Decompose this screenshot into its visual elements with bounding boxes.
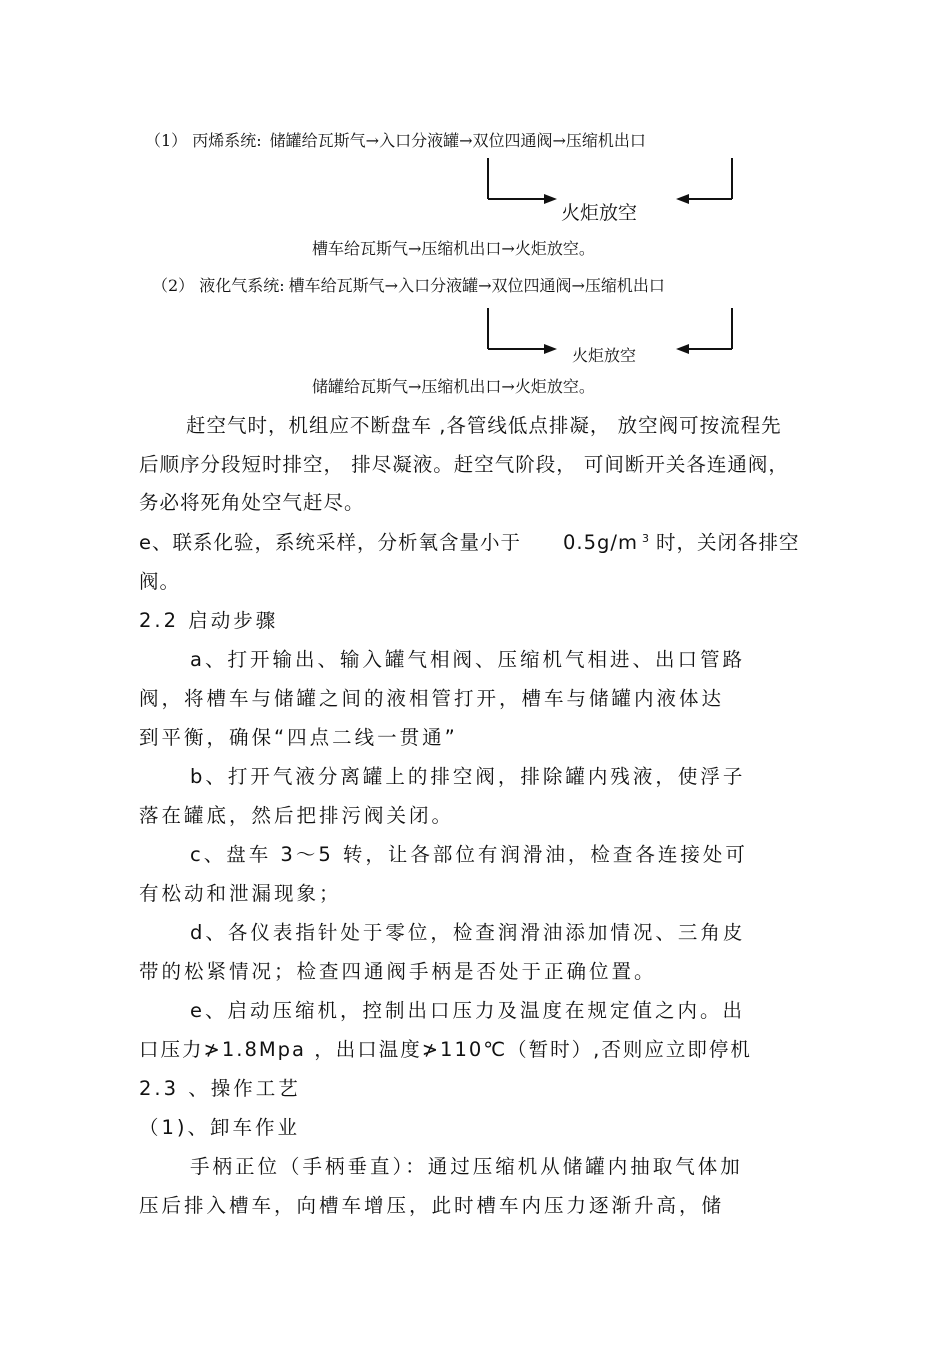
unload-title: （1)、卸车作业: [139, 1116, 301, 1139]
unload-line-1: 手柄正位（手柄垂直）：通过压缩机从储罐内抽取气体加: [190, 1155, 743, 1178]
flow-1-path: 储罐给瓦斯气→入口分液罐→双位四通阀→压缩机出口: [269, 131, 646, 150]
flow-2-row: [152, 273, 665, 296]
step-e-start-line-2: 口压力≯1.8Mpa ，出口温度≯110℃（暂时）,否则应立即停机: [139, 1038, 752, 1061]
purge-line-1: 赶空气时，机组应不断盘车 ,各管线低点排凝， 放空阀可按流程先: [186, 414, 782, 437]
flow-1-alt: 槽车给瓦斯气→压缩机出口→火炬放空。: [312, 239, 595, 258]
step-e-sup: 3: [641, 531, 650, 545]
flow-1-label: （1） 丙烯系统:: [145, 131, 262, 150]
flow-1-flare: 火炬放空: [561, 202, 638, 224]
purge-line-2: 后顺序分段短时排空， 排尽凝液。赶空气阶段， 可间断开关各连通阀，: [139, 453, 789, 476]
section-2-2-title: 2.2 启动步骤: [139, 609, 279, 632]
unload-line-2: 压后排入槽车，向槽车增压，此时槽车内压力逐渐升高，储: [139, 1194, 725, 1217]
flow-2-flare: 火炬放空: [572, 346, 637, 365]
step-b-line-1: b、打开气液分离罐上的排空阀，排除罐内残液，使浮子: [190, 765, 746, 788]
purge-line-3: 务必将死角处空气赶尽。: [139, 491, 365, 514]
step-b-line-2: 落在罐底，然后把排污阀关闭。: [139, 804, 455, 827]
step-e-text-c: 时，关闭各排空: [655, 531, 800, 554]
step-e-text-a: e、联系化验，系统采样，分析氧含量小于: [139, 531, 521, 554]
step-a-line-2: 阀，将槽车与储罐之间的液相管打开，槽车与储罐内液体达: [139, 687, 725, 710]
step-d-line-2: 带的松紧情况；检查四通阀手柄是否处于正确位置。: [139, 960, 657, 983]
step-a-line-1: a、打开输出、输入罐气相阀、压缩机气相进、出口管路: [190, 648, 745, 671]
step-d-line-1: d、各仪表指针处于零位，检查润滑油添加情况、三角皮: [190, 921, 746, 944]
flow-2-path: 槽车给瓦斯气→入口分液罐→双位四通阀→压缩机出口: [288, 276, 665, 295]
step-e-value: 0.5g/m: [563, 531, 638, 554]
flow-2-alt: 储罐给瓦斯气→压缩机出口→火炬放空。: [312, 377, 595, 396]
section-2-3-title: 2.3 、操作工艺: [139, 1077, 301, 1100]
step-e-line-2: 阀。: [139, 570, 181, 593]
step-e-line-1: [139, 527, 799, 555]
flow-2-label: （2） 液化气系统:: [152, 276, 285, 295]
step-c-line-2: 有松动和泄漏现象；: [139, 882, 342, 905]
step-c-line-1: c、盘车 3～5 转，让各部位有润滑油，检查各连接处可: [190, 843, 748, 866]
step-e-start-line-1: e、启动压缩机，控制出口压力及温度在规定值之内。出: [190, 999, 745, 1022]
step-a-line-3: 到平衡，确保“四点二线一贯通”: [139, 726, 458, 749]
